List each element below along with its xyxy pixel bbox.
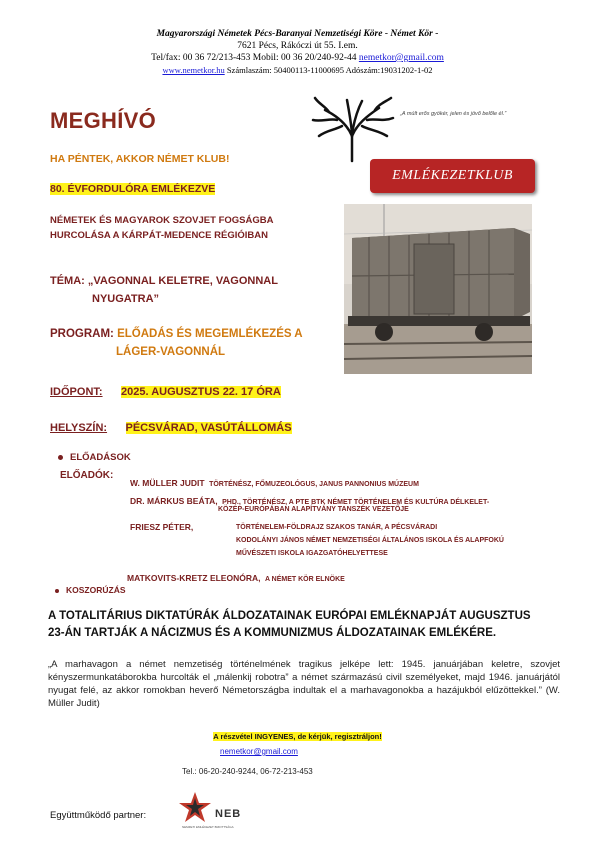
statement-line1: A TOTALITÁRIUS DIKTATÚRÁK ÁLDOZATAINAK EURÓPAI EMLÉKNAPJÁT AUGUSZTUS xyxy=(48,610,531,622)
speaker-desc: TÖRTÉNÉSZ, FŐMUZEOLÓGUS, JANUS PANNONIUS MÚZEUM xyxy=(209,481,419,488)
header-email-link[interactable]: nemetkor@gmail.com xyxy=(358,53,444,63)
eloadasok-label: ELŐADÁSOK xyxy=(70,452,131,463)
speaker-3-desc2: KODOLÁNYI JÁNOS NÉMET NEMZETISÉGI ÁLTALÁNOS ISKOLA ÉS ALAPFOKÚ xyxy=(236,537,504,544)
header-address: 7621 Pécs, Rákóczi út 55. I.em. xyxy=(237,41,358,51)
idopont-label: IDŐPONT: xyxy=(50,386,103,398)
header-phone: Tel/fax: 00 36 72/213-453 Mobil: 00 36 20/240-92-44 xyxy=(151,53,357,63)
speaker-3-name: FRIESZ PÉTER, xyxy=(130,522,194,532)
tema-line1: „VAGONNAL KELETRE, VAGONNAL xyxy=(87,275,278,287)
helyszin-row xyxy=(50,418,292,436)
speaker-3-desc3: MŰVÉSZETI ISKOLA IGAZGATÓHELYETTESE xyxy=(236,550,388,557)
neb-subtext: NEMZETI EMLÉKEZET BIZOTTSÁGA xyxy=(182,825,234,829)
speaker-3-desc: TÖRTÉNELEM-FÖLDRAJZ SZAKOS TANÁR, A PÉCSVÁRADI xyxy=(236,524,438,531)
helyszin-value: PÉCSVÁRAD, VASÚTÁLLOMÁS xyxy=(125,422,292,434)
eloadasok-item xyxy=(58,452,131,463)
koszoruzas-item xyxy=(55,585,126,595)
statement-line2: 23-ÁN TARTJÁK A NÁCIZMUS ÉS A KOMMUNIZMUS ÁLDOZATAINAK EMLÉKÉRE. xyxy=(48,627,497,639)
speaker-name: MATKOVITS-KRETZ ELEONÓRA, xyxy=(127,573,261,583)
tema-label: TÉMA: xyxy=(50,275,85,287)
headline-line2: HURCOLÁSA A KÁRPÁT-MEDENCE RÉGIÓIBAN xyxy=(50,230,268,241)
program-line1: ELŐADÁS ÉS MEGEMLÉKEZÉS A xyxy=(117,328,303,340)
neb-logo xyxy=(177,790,257,832)
speaker-desc: PHD., TÖRTÉNÉSZ, A PTE BTK NÉMET TÖRTÉNELEM ÉS KULTÚRA DÉLKELET- xyxy=(222,499,490,506)
free-entry-row xyxy=(0,726,595,744)
speaker-2-desc2: KÖZÉP-EURÓPÁBAN ALAPÍTVÁNY TANSZÉK VEZETŐJE xyxy=(218,506,409,513)
idopont-value: 2025. AUGUSZTUS 22. 17 ÓRA xyxy=(121,386,281,398)
partner-label: Együttműködő partner: xyxy=(50,810,147,821)
speaker-4 xyxy=(127,568,345,586)
logo-banner xyxy=(370,159,535,193)
speaker-name: W. MÜLLER JUDIT xyxy=(130,478,205,488)
eloadok-label: ELŐADÓK: xyxy=(60,470,114,481)
subtitle-anniversary: 80. ÉVFORDULÓRA EMLÉKEZVE xyxy=(50,183,216,195)
boxcar-photo xyxy=(344,204,532,374)
header-org: Magyarországi Németek Pécs-Baranyai Nemzetiségi Köre - Német Kör - xyxy=(156,29,439,39)
tree-roots-icon xyxy=(307,96,397,166)
idopont-row xyxy=(50,382,281,400)
emlekezetklub-logo xyxy=(305,96,555,196)
page-title: MEGHÍVÓ xyxy=(50,108,156,133)
header-account: Számlaszám: 50400113-11000695 Adószám:19031202-1-02 xyxy=(226,65,433,75)
headline-line1: NÉMETEK ÉS MAGYAROK SZOVJET FOGSÁGBA xyxy=(50,215,274,226)
bullet-icon xyxy=(55,589,59,593)
speaker-1 xyxy=(130,473,419,491)
bullet-icon xyxy=(58,455,63,460)
speaker-name: DR. MÁRKUS BEÁTA, xyxy=(130,496,218,506)
program-label: PROGRAM: xyxy=(50,328,114,340)
koszoruzas-label: KOSZORÚZÁS xyxy=(66,585,126,595)
program-line2: LÁGER-VAGONNÁL xyxy=(116,346,226,358)
tema-line2: NYUGATRA” xyxy=(92,293,160,305)
contact-email-link[interactable]: nemetkor@gmail.com xyxy=(220,747,298,756)
historical-quote: „A marhavagon a német nemzetiség történelmének tragikus jelképe lett: 1945. januárjában keletre, szovjet kényszermunkatáborokba hurcolták el „málenkij robotra” a német származású civil személyeket, majd 1946. januárjától nyugat felé, az akkor romokban heverő Németországba indultak el a marhavagonokba a hazájukból elűzöttekkel.” (W. Müller Judit) xyxy=(48,659,560,709)
logo-name: EMLÉKEZETKLUB xyxy=(392,168,513,183)
neb-star-icon xyxy=(177,790,213,826)
header-bank xyxy=(0,65,595,76)
subtitle-club: HA PÉNTEK, AKKOR NÉMET KLUB! xyxy=(50,153,230,165)
contact-phone: Tel.: 06-20-240-9244, 06-72-213-453 xyxy=(182,767,313,776)
free-entry-text: A részvétel INGYENES, de kérjük, regisztráljon! xyxy=(213,732,382,741)
program-row xyxy=(50,328,303,340)
neb-text: NEB xyxy=(215,808,242,820)
logo-quote: „A múlt erős gyökér, jelen és jövő belőle él.” xyxy=(400,111,507,117)
header-web-link[interactable]: www.nemetkor.hu xyxy=(162,65,225,75)
speaker-desc: A NÉMET KÖR ELNÖKE xyxy=(264,576,345,583)
helyszin-label: HELYSZÍN: xyxy=(50,422,108,434)
header-contact xyxy=(0,53,595,64)
tema-row xyxy=(50,275,278,287)
